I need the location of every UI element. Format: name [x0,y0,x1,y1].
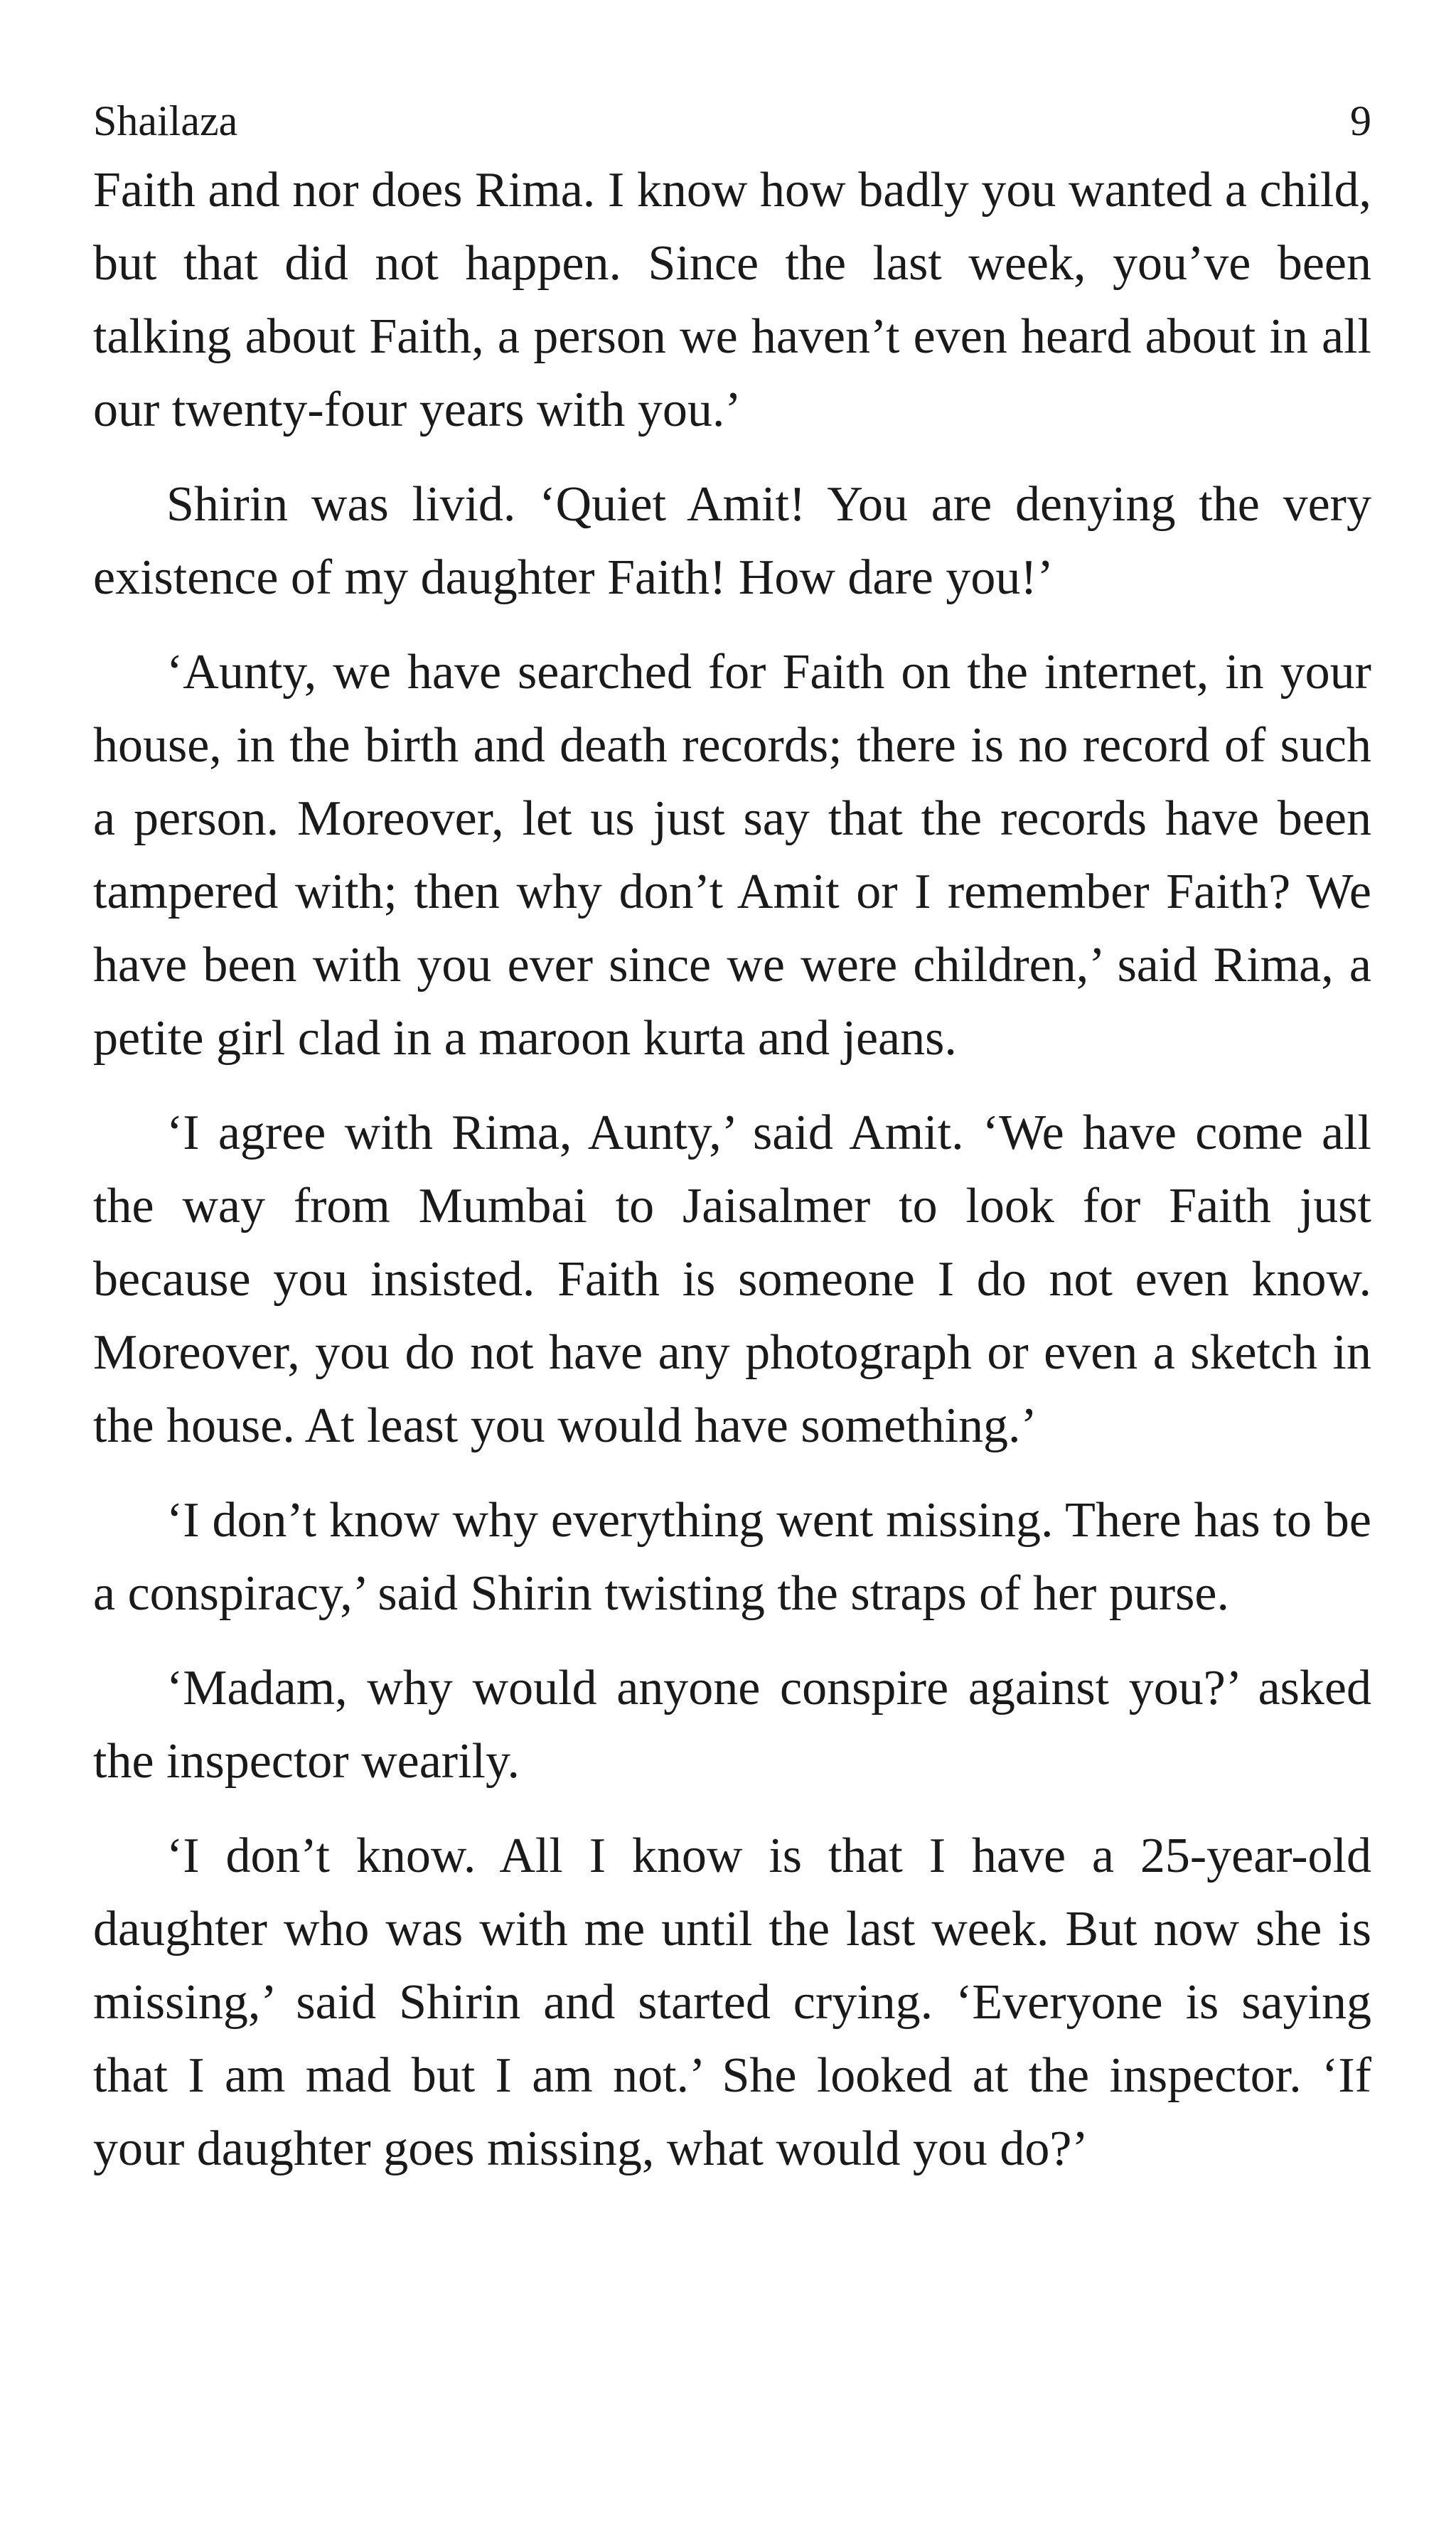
paragraph: ‘Aunty, we have searched for Faith on the internet, in your house, in the birth and death records; there is no record of such a person. Moreover, let us just say that the records have been tampered with; then why don’t Amit or I remember Faith? We have been with you ever since we were children,’ said Rima, a petite girl clad in a maroon kurta and jeans. [93,645,1371,1066]
paragraph: ‘I agree with Rima, Aunty,’ said Amit. ‘We have come all the way from Mumbai to Jaisalmer to look for Faith just because you insisted. Faith is someone I do not even know. Moreover, you do not have any photograph or even a sketch in the house. At least you would have something.’ [93,1106,1371,1453]
paragraph: Faith and nor does Rima. I know how badly you wanted a child, but that did not happen. Since the last week, you’ve been talking about Faith, a person we haven’t even heard about in all our twenty-four years with you.’ [93,163,1371,437]
paragraph: Shirin was livid. ‘Quiet Amit! You are denying the very existence of my daughter Faith! How dare you!’ [93,477,1371,605]
running-header [93,92,1371,154]
paragraph: ‘Madam, why would anyone conspire against you?’ asked the inspector wearily. [93,1661,1371,1789]
paragraph: ‘I don’t know. All I know is that I have a 25-year-old daughter who was with me until the last week. But now she is missing,’ said Shirin and started crying. ‘Everyone is saying that I am mad but I am not.’ She looked at the inspector. ‘If your daughter goes missing, what would you do?’ [93,1829,1371,2176]
body-text [93,154,1371,2185]
running-header-title: Shailaza [93,97,238,144]
page-number: 9 [1350,97,1371,144]
paragraph: ‘I don’t know why everything went missing. There has to be a conspiracy,’ said Shirin twisting the straps of her purse. [93,1493,1371,1621]
book-page [93,92,1371,2207]
